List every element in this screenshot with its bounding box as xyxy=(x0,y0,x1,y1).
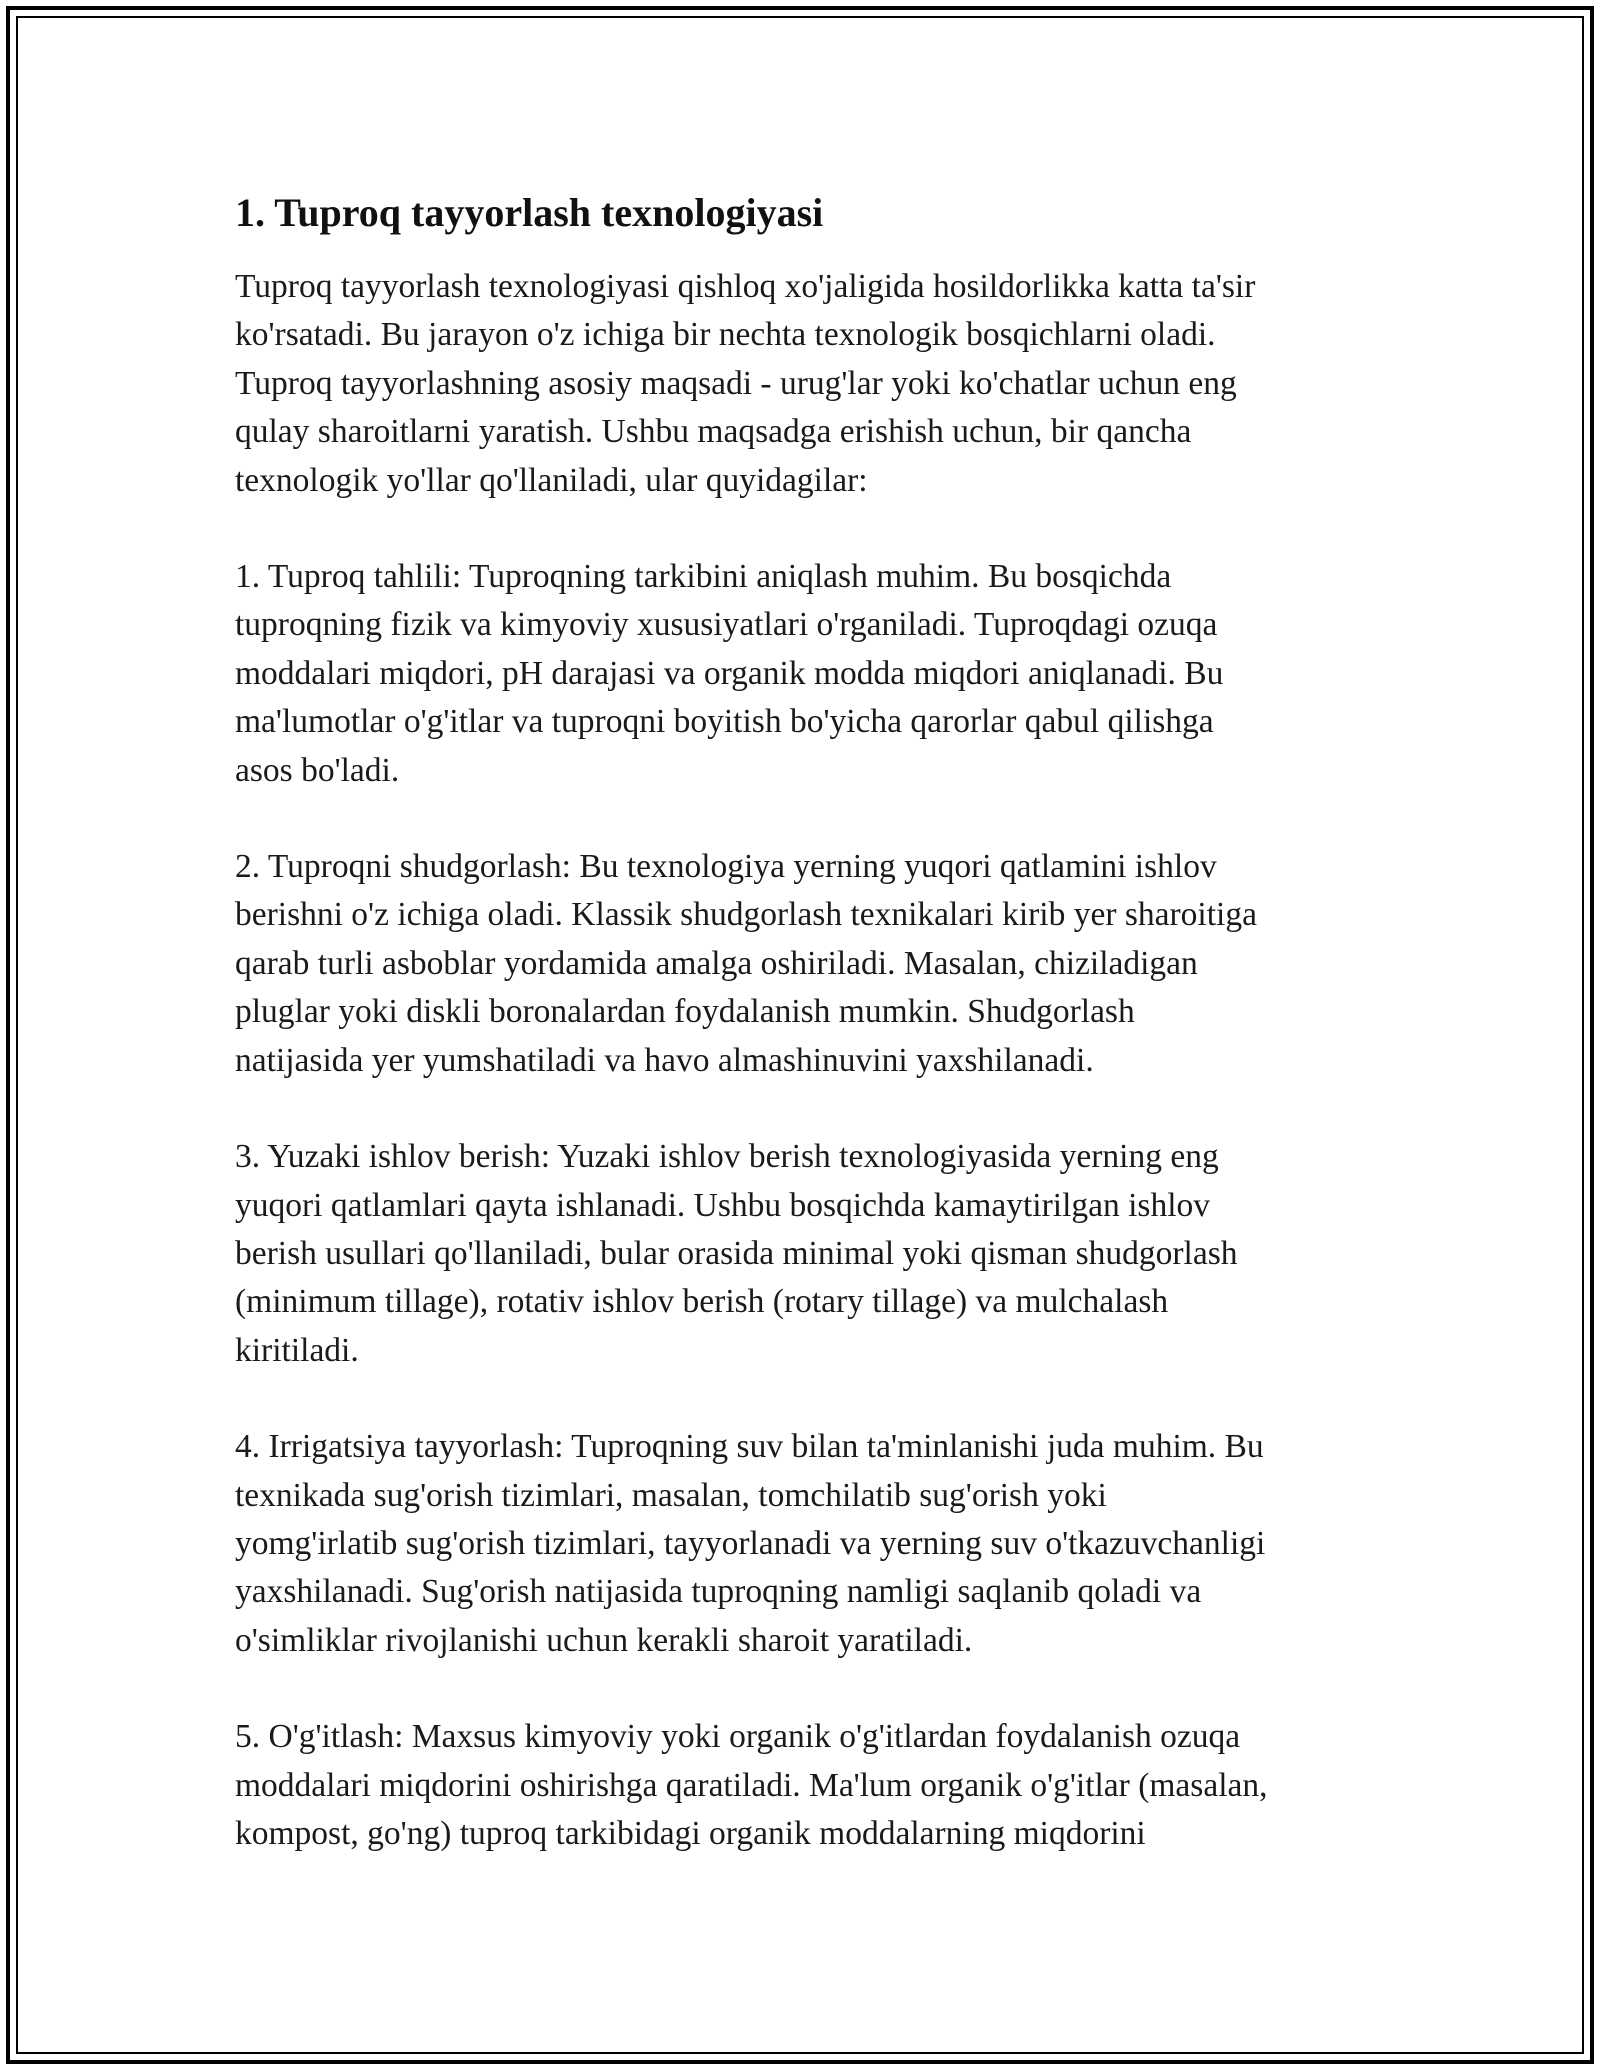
text-line: 1. Tuproq tahlili: Tuproqning tarkibini aniqlash muhim. Bu bosqichda xyxy=(235,558,1172,596)
text-line: 3. Yuzaki ishlov berish: Yuzaki ishlov berish texnologiyasida yerning eng xyxy=(235,1138,1219,1176)
text-line: texnologik yo'llar qo'llaniladi, ular quyidagilar: xyxy=(235,461,868,499)
text-line: qulay sharoitlarni yaratish. Ushbu maqsadga erishish uchun, bir qancha xyxy=(235,413,1192,451)
paragraph-soil-analysis xyxy=(235,553,1385,795)
text-line: (minimum tillage), rotativ ishlov berish (rotary tillage) va mulchalash xyxy=(235,1283,1169,1321)
text-line: kiritiladi. xyxy=(235,1331,359,1369)
text-line: berish usullari qo'llaniladi, bular orasida minimal yoki qisman shudgorlash xyxy=(235,1234,1238,1272)
text-line: ma'lumotlar o'g'itlar va tuproqni boyitish bo'yicha qarorlar qabul qilishga xyxy=(235,703,1214,741)
text-line: berishni o'z ichiga oladi. Klassik shudgorlash texnikalari kirib yer sharoitiga xyxy=(235,896,1257,934)
text-line: o'simliklar rivojlanishi uchun kerakli sharoit yaratiladi. xyxy=(235,1621,973,1659)
text-line: tuproqning fizik va kimyoviy xususiyatlari o'rganiladi. Tuproqdagi ozuqa xyxy=(235,606,1218,644)
text-line: texnikada sug'orish tizimlari, masalan, tomchilatib sug'orish yoki xyxy=(235,1476,1107,1514)
text-line: Tuproq tayyorlash texnologiyasi qishloq xo'jaligida hosildorlikka katta ta'sir xyxy=(235,268,1256,305)
paragraph-fertilization xyxy=(235,1713,1385,1858)
paragraph-intro xyxy=(235,263,1385,505)
paragraph-irrigation xyxy=(235,1423,1385,1665)
paragraph-plowing xyxy=(235,843,1385,1085)
text-line: moddalari miqdori, pH darajasi va organik modda miqdori aniqlanadi. Bu xyxy=(235,654,1224,692)
text-line: pluglar yoki diskli boronalardan foydalanish mumkin. Shudgorlash xyxy=(235,993,1135,1031)
paragraph-surface-tillage xyxy=(235,1133,1385,1375)
text-line: asos bo'ladi. xyxy=(235,751,400,789)
text-line: yaxshilanadi. Sug'orish natijasida tuproqning namligi saqlanib qoladi va xyxy=(235,1573,1202,1611)
text-line: yomg'irlatib sug'orish tizimlari, tayyorlanadi va yerning suv o'tkazuvchanligi xyxy=(235,1524,1266,1562)
text-line: ko'rsatadi. Bu jarayon o'z ichiga bir nechta texnologik bosqichlarni oladi. xyxy=(235,316,1216,354)
text-line: Tuproq tayyorlashning asosiy maqsadi - urug'lar yoki ko'chatlar uchun eng xyxy=(235,364,1237,402)
text-line: 5. O'g'itlash: Maxsus kimyoviy yoki organik o'g'itlardan foydalanish ozuqa xyxy=(235,1718,1241,1756)
text-line: yuqori qatlamlari qayta ishlanadi. Ushbu bosqichda kamaytirilgan ishlov xyxy=(235,1186,1211,1224)
text-line: natijasida yer yumshatiladi va havo almashinuvini yaxshilanadi. xyxy=(235,1041,1094,1079)
text-line: 2. Tuproqni shudgorlash: Bu texnologiya yerning yuqori qatlamini ishlov xyxy=(235,848,1217,886)
document-heading: 1. Tuproq tayyorlash texnologiyasi xyxy=(235,190,824,235)
text-line: moddalari miqdorini oshirishga qaratiladi. Ma'lum organik o'g'itlar (masalan, xyxy=(235,1766,1268,1804)
text-line: kompost, go'ng) tuproq tarkibidagi organik moddalarning miqdorini xyxy=(235,1814,1146,1852)
text-line: 4. Irrigatsiya tayyorlash: Tuproqning suv bilan ta'minlanishi juda muhim. Bu xyxy=(235,1428,1264,1466)
text-line: qarab turli asboblar yordamida amalga oshiriladi. Masalan, chiziladigan xyxy=(235,944,1198,982)
document-body xyxy=(235,180,1385,1858)
